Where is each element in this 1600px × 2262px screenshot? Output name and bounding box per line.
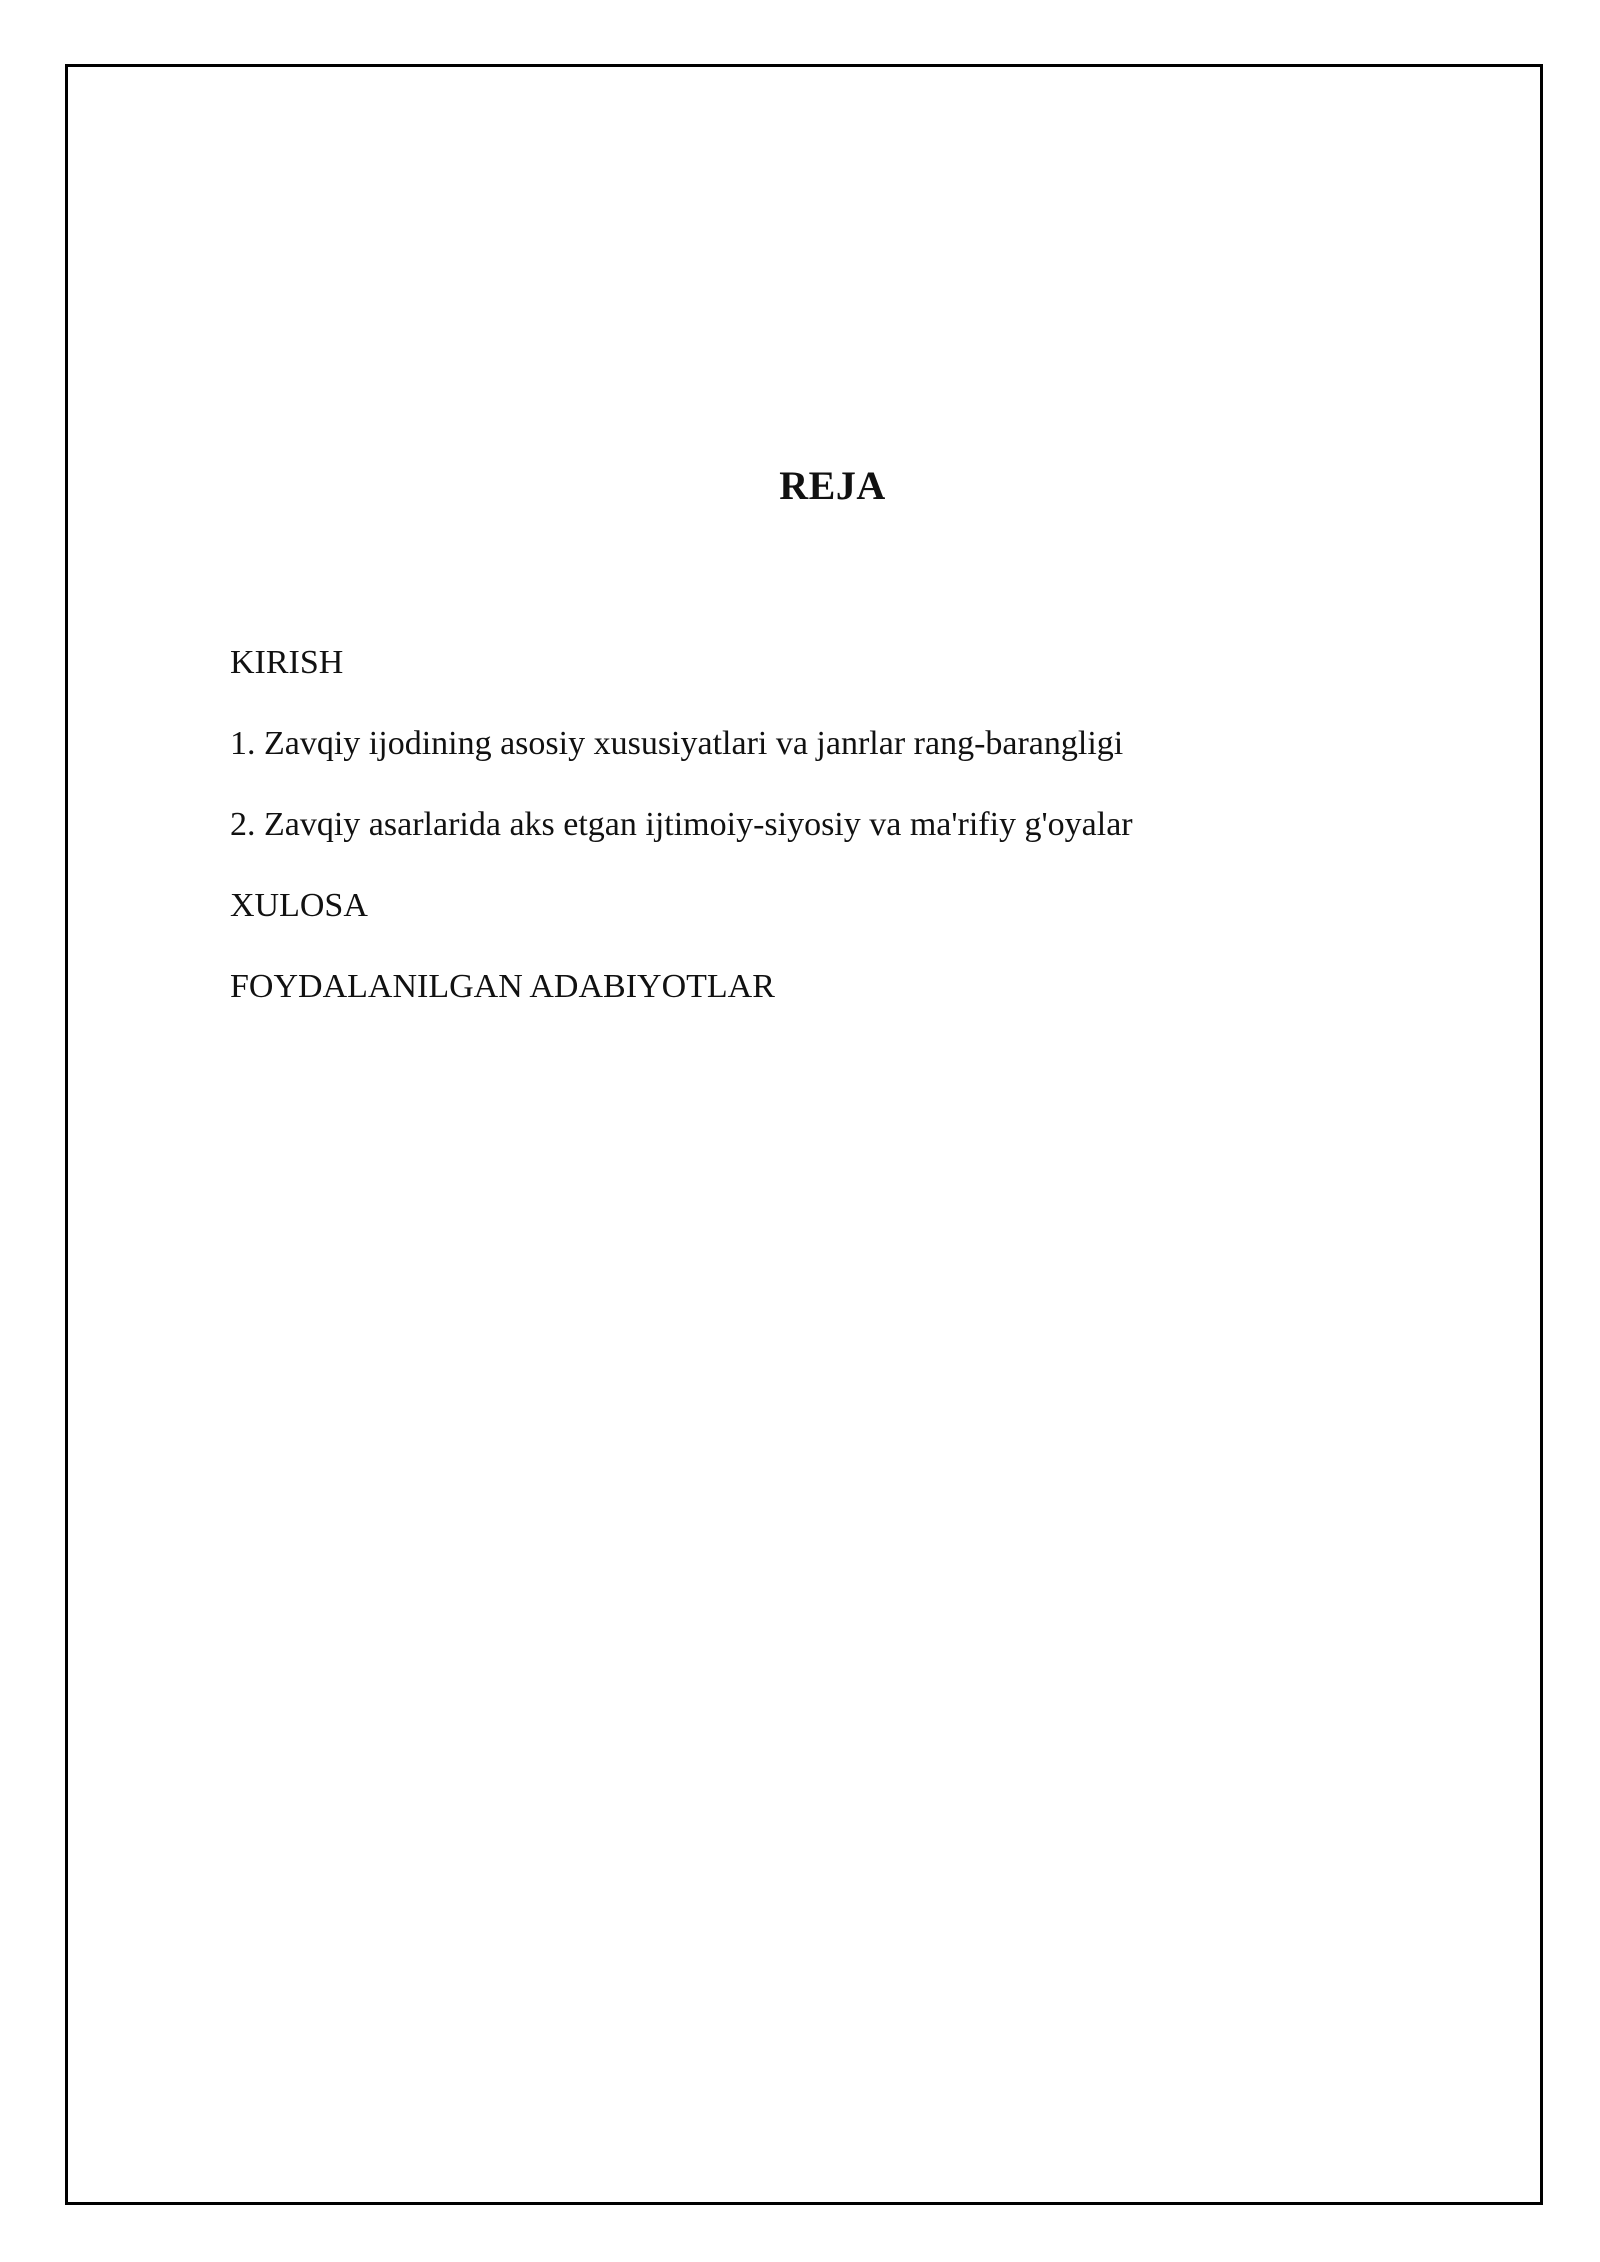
toc-item-chapter-2: 2. Zavqiy asarlarida aks etgan ijtimoiy-siyosiy va ma'rifiy g'oyalar: [230, 806, 1133, 843]
toc-item-introduction: KIRISH: [230, 644, 344, 681]
page-title: REJA: [779, 463, 886, 508]
toc-item-chapter-1: 1. Zavqiy ijodining asosiy xususiyatlari va janrlar rang-barangligi: [230, 725, 1124, 762]
toc-item-conclusion: XULOSA: [230, 887, 368, 924]
table-of-contents: [230, 642, 1133, 1047]
toc-item-references: FOYDALANILGAN ADABIYOTLAR: [230, 968, 775, 1005]
page-border: [65, 64, 1543, 2205]
